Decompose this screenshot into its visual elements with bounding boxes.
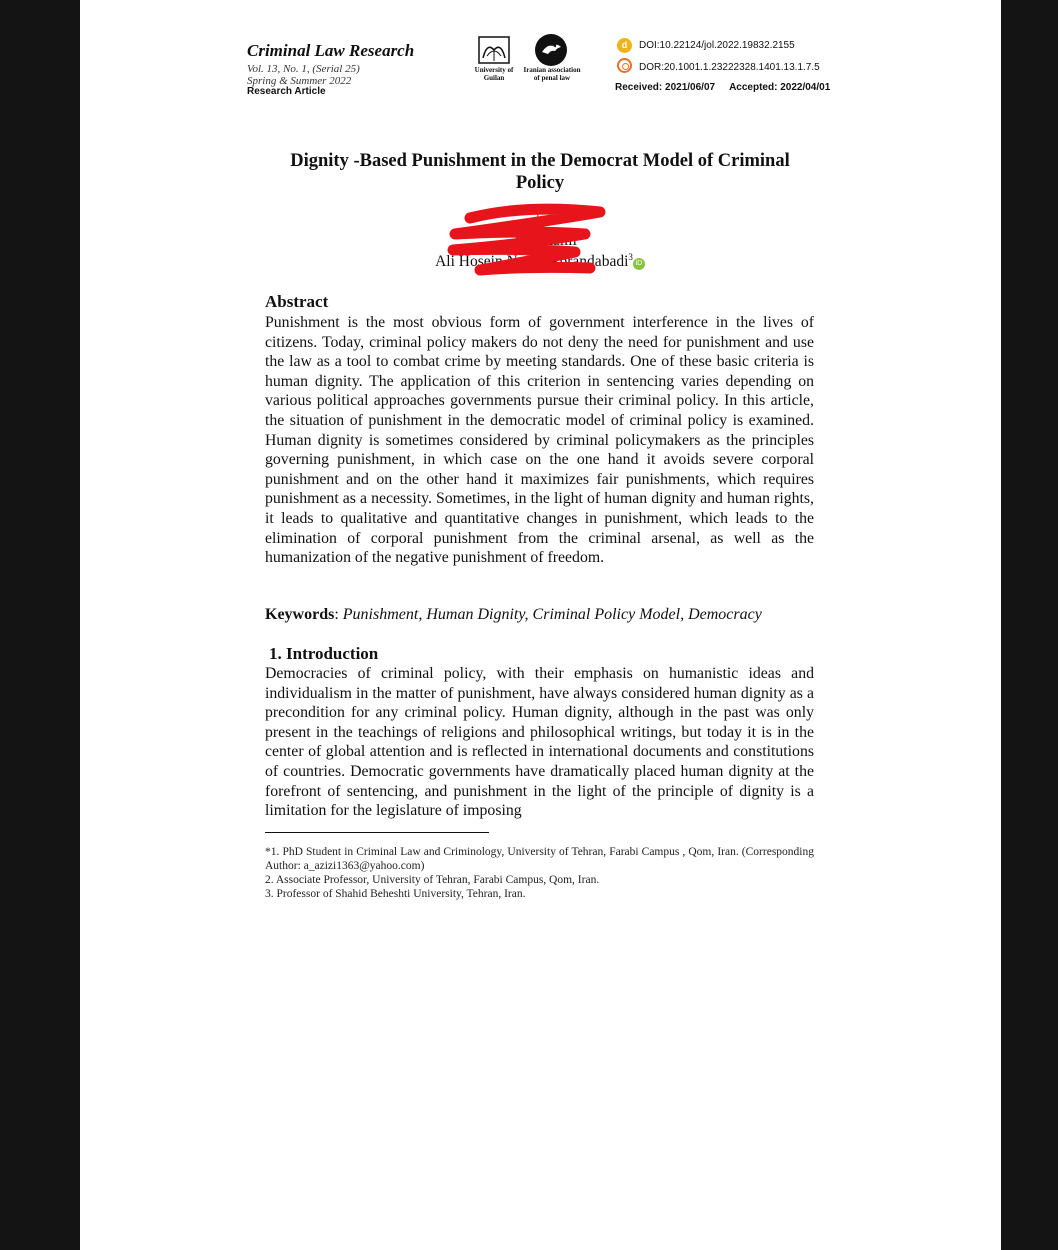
- doi-link[interactable]: DOI:10.22124/jol.2022.19832.2155: [639, 40, 795, 51]
- orcid-icon[interactable]: iD: [633, 258, 645, 270]
- footnote-divider: [265, 832, 489, 833]
- footnote-1: *1. PhD Student in Criminal Law and Criminology, University of Tehran, Farabi Campus , Qom, Iran. (Corresponding Author: a_azizi1363@yahoo.com): [265, 846, 814, 872]
- redaction-scribble: [435, 200, 615, 278]
- journal-volume: Vol. 13, No. 1, (Serial 25): [247, 63, 360, 75]
- author-sup: 2: [576, 231, 582, 241]
- doi-icon: d: [617, 38, 632, 53]
- association-logo-caption: Iranian association of penal law: [523, 66, 581, 82]
- abstract-heading: Abstract: [265, 292, 329, 311]
- dor-link[interactable]: DOR:20.1001.1.23222328.1401.13.1.7.5: [639, 62, 820, 73]
- author-sup: 1*: [535, 209, 545, 219]
- dor-icon: [617, 58, 632, 73]
- keywords-label: Keywords: [265, 606, 335, 623]
- document-page: [80, 0, 1001, 1250]
- footnote-2: 2. Associate Professor, University of Tehran, Farabi Campus, Qom, Iran.: [265, 874, 600, 886]
- keywords: [265, 606, 762, 624]
- keywords-value: Punishment, Human Dignity, Criminal Policy Model, Democracy: [342, 606, 762, 623]
- introduction-heading: 1. Introduction: [269, 644, 379, 663]
- article-type: Research Article: [247, 86, 326, 97]
- received-date: Received: 2021/06/07: [615, 82, 716, 93]
- article-dates: [615, 82, 830, 93]
- association-logo-icon: [535, 34, 567, 66]
- author-sup: 3: [628, 252, 633, 262]
- author-name: Ali Hosein Najafi Abrandabadi: [435, 253, 629, 271]
- keywords-separator: :: [334, 606, 343, 623]
- introduction-text: Democracies of criminal policy, with their emphasis on humanistic ideas and individualism in the matter of punishment, have always considered human dignity as a precondition for any criminal policy. Human dignity, although in the past was only present in the teachings of religions and philosophical writings, but today it is in the center of global attention and is reflected in international documents and constitutions of countries. Democratic governments have dramatically placed human dignity at the forefront of sentencing, and punishment in the light of the principle of dignity is a limitation for the legislature of imposing: [265, 665, 814, 820]
- journal-season: Spring & Summer 2022: [247, 75, 352, 87]
- university-logo-caption: University of Guilan: [474, 66, 514, 82]
- university-logo-icon: [475, 36, 513, 66]
- footnote-3: 3. Professor of Shahid Beheshti University, Tehran, Iran.: [265, 888, 526, 900]
- journal-title: Criminal Law Research: [247, 41, 415, 60]
- accepted-date: Accepted: 2022/04/01: [729, 82, 831, 93]
- footnotes: [265, 845, 814, 901]
- article-title: Dignity -Based Punishment in the Democrat Model of Criminal Policy: [290, 151, 790, 193]
- author-name: …Mirkhalili: [498, 232, 577, 250]
- abstract-text: Punishment is the most obvious form of government interference in the lives of citizens. Today, criminal policy makers do not deny the need for punishment and use the law as a tool to combat crime by meeting standards. One of these basic criteria is human dignity. The application of this criterion in sentencing varies depending on various political approaches governments pursue their criminal policy. In this article, the situation of punishment in the democratic model of criminal policy is examined. Human dignity is sometimes considered by criminal policymakers as the principles governing punishment, in which case on the one hand it avoids severe corporal punishment and on the other hand it maximizes fair punishments, which requires punishment as a necessity. Sometimes, in the light of human dignity and human rights, it leads to qualitative and quantitative changes in punishment, which leads to the elimination of corporal punishment from the criminal arsenal, as well as the humanization of the negative punishment of freedom.: [265, 314, 814, 567]
